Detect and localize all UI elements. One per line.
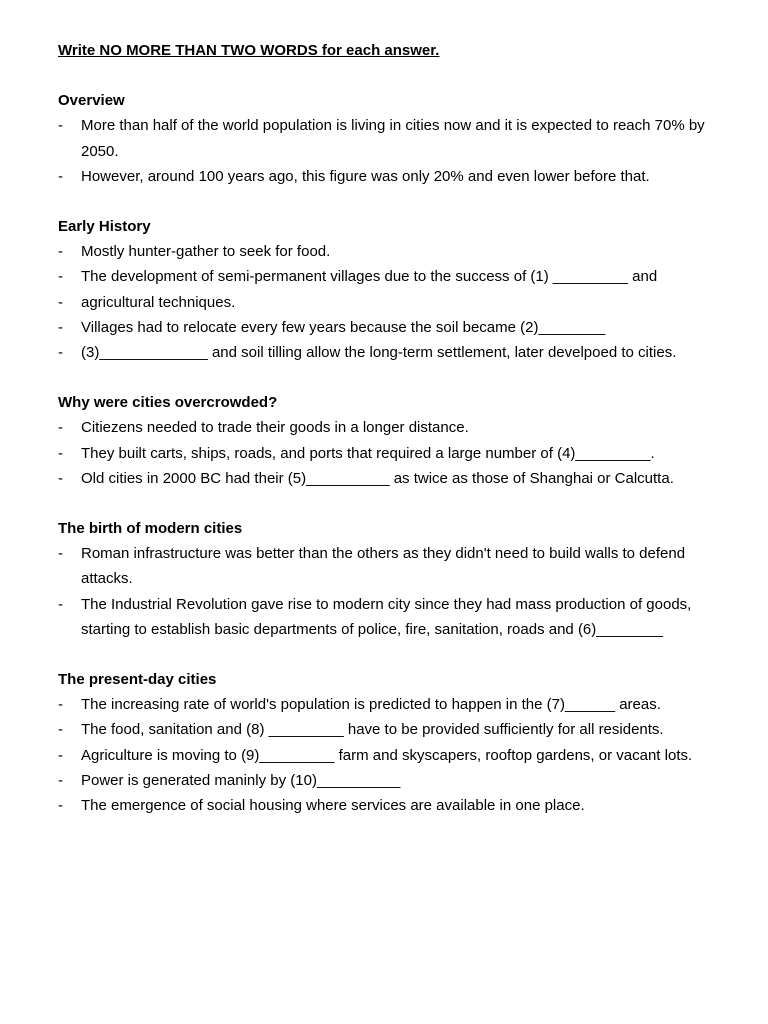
list-item: [58, 164, 738, 189]
list-item-text: Power is generated maninly by (10)__________: [81, 771, 401, 789]
section-early-history: [58, 214, 738, 365]
bullet-list: [58, 541, 738, 642]
list-item: [58, 541, 738, 591]
list-item-text: Roman infrastructure was better than the others as they didn't need to build walls to defend attacks.: [81, 545, 686, 588]
section-overview: [58, 88, 738, 189]
bullet-list: [58, 239, 738, 365]
list-item: [58, 768, 738, 793]
list-item-text: (3)_____________ and soil tilling allow the long-term settlement, later develpoed to cities.: [81, 344, 677, 362]
bullet-dash: -: [58, 419, 63, 437]
bullet-dash: -: [58, 444, 63, 462]
list-item: [58, 692, 738, 717]
list-item: [58, 466, 738, 491]
list-item-text: However, around 100 years ago, this figure was only 20% and even lower before that.: [81, 167, 650, 185]
bullet-dash: -: [58, 293, 63, 311]
bullet-dash: -: [58, 318, 63, 336]
section-title: The present-day cities: [58, 671, 217, 689]
list-item-text: Villages had to relocate every few years because the soil became (2)________: [81, 318, 606, 336]
bullet-dash: -: [58, 167, 63, 185]
section-title: The birth of modern cities: [58, 520, 243, 538]
bullet-dash: -: [58, 469, 63, 487]
bullet-list: [58, 415, 738, 491]
section-title: Overview: [58, 92, 125, 110]
section-present-day: [58, 667, 738, 818]
list-item-text: The food, sanitation and (8) _________ have to be provided sufficiently for all residents.: [81, 721, 664, 739]
list-item-text: Mostly hunter-gather to seek for food.: [81, 243, 331, 261]
section-title: Why were cities overcrowded?: [58, 394, 278, 412]
bullet-dash: -: [58, 243, 63, 261]
bullet-dash: -: [58, 344, 63, 362]
bullet-dash: -: [58, 117, 63, 135]
list-item: [58, 239, 738, 264]
bullet-list: [58, 692, 738, 818]
list-item-text: Citiezens needed to trade their goods in a longer distance.: [81, 419, 469, 437]
section-title: Early History: [58, 218, 151, 236]
bullet-dash: -: [58, 545, 63, 563]
list-item: [58, 441, 738, 466]
list-item: [58, 290, 738, 315]
section-modern-cities: [58, 516, 738, 642]
bullet-dash: -: [58, 721, 63, 739]
list-item: [58, 340, 738, 365]
bullet-dash: -: [58, 268, 63, 286]
list-item-text: The Industrial Revolution gave rise to modern city since they had mass production of goods, starting to establish basic departments of police, fire, sanitation, roads and (6)________: [81, 595, 692, 638]
bullet-dash: -: [58, 696, 63, 714]
list-item: [58, 315, 738, 340]
bullet-dash: -: [58, 595, 63, 613]
list-item: [58, 793, 738, 818]
list-item-text: Old cities in 2000 BC had their (5)__________ as twice as those of Shanghai or Calcutta.: [81, 469, 674, 487]
list-item: [58, 113, 738, 163]
list-item: [58, 717, 738, 742]
list-item: [58, 743, 738, 768]
list-item-text: They built carts, ships, roads, and ports that required a large number of (4)_________.: [81, 444, 655, 462]
list-item: [58, 264, 738, 289]
section-overcrowded: [58, 390, 738, 491]
instruction-heading: Write NO MORE THAN TWO WORDS for each answer.: [58, 42, 440, 59]
list-item-text: Agriculture is moving to (9)_________ farm and skyscapers, rooftop gardens, or vacant lots.: [81, 746, 693, 764]
list-item-text: The increasing rate of world's population is predicted to happen in the (7)______ areas.: [81, 696, 661, 714]
list-item-text: agricultural techniques.: [81, 293, 236, 311]
bullet-dash: -: [58, 771, 63, 789]
bullet-dash: -: [58, 797, 63, 815]
list-item: [58, 592, 738, 642]
bullet-dash: -: [58, 746, 63, 764]
list-item: [58, 415, 738, 440]
list-item-text: More than half of the world population is living in cities now and it is expected to reach 70% by 2050.: [81, 117, 705, 160]
list-item-text: The development of semi-permanent villages due to the success of (1) _________ and: [81, 268, 658, 286]
list-item-text: The emergence of social housing where services are available in one place.: [81, 797, 585, 815]
bullet-list: [58, 113, 738, 189]
